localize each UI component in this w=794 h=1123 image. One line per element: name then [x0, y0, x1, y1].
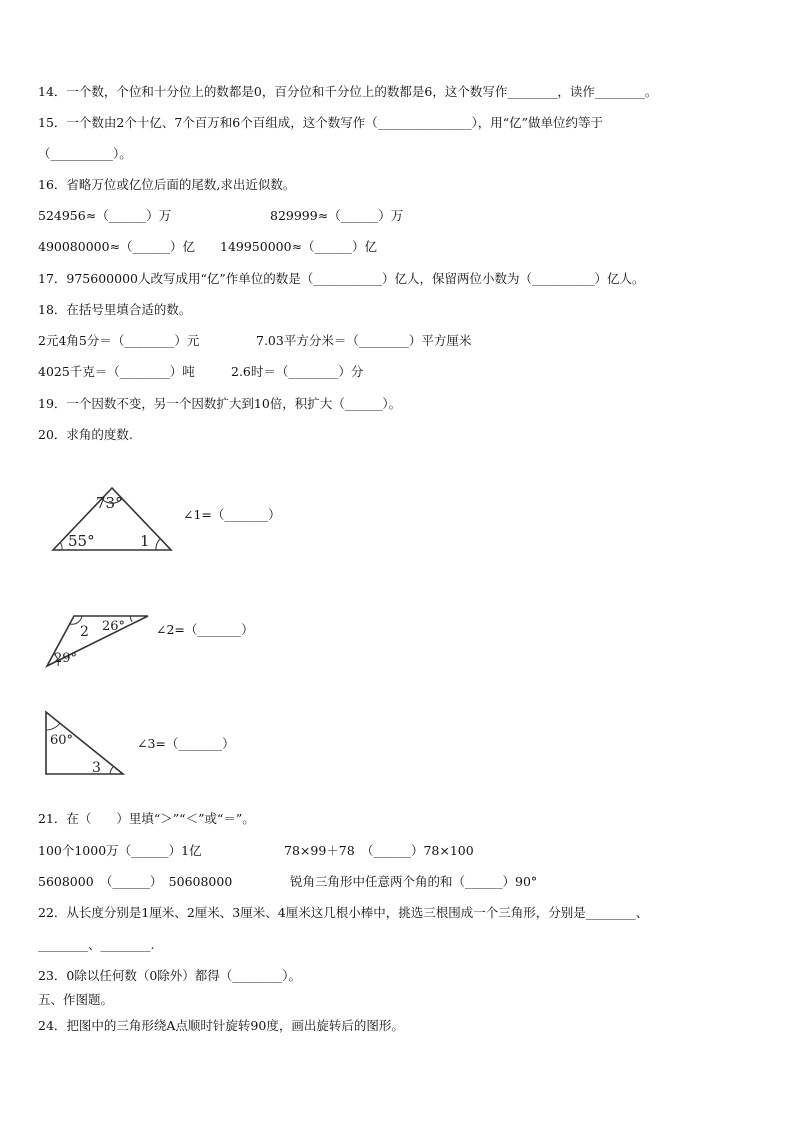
- question-18: 18．在括号里填合适的数。: [38, 302, 192, 317]
- question-15-line1: 15．一个数由2个十亿、7个百万和6个百组成，这个数写作（_______________），用“亿”做单位约等于: [38, 115, 604, 130]
- question-24: 24．把图中的三角形绕A点顺时针旋转90度，画出旋转后的图形。: [38, 1018, 404, 1033]
- question-16-item-2: 829999≈（______）万: [270, 208, 404, 223]
- angle-label-3: 3: [92, 760, 101, 776]
- question-16-item-3: 490080000≈（______）亿: [38, 239, 196, 254]
- question-22-line2: ________、________.: [38, 937, 155, 952]
- angle-label-73: 73°: [96, 494, 123, 512]
- angle-label-29: 29°: [54, 651, 78, 666]
- question-21-item-2: 78×99＋78 （______）78×100: [284, 843, 474, 858]
- question-16-item-4: 149950000≈（______）亿: [220, 239, 378, 254]
- question-18-item-1: 2元4角5分＝（________）元: [38, 333, 200, 348]
- answer-angle-1: ∠1=（_______）: [183, 507, 281, 522]
- question-21-item-1: 100个1000万（______）1亿: [38, 843, 202, 858]
- question-18-item-2: 7.03平方分米＝（________）平方厘米: [256, 333, 472, 348]
- question-18-item-3: 4025千克＝（________）吨: [38, 364, 195, 379]
- angle-label-2: 2: [80, 624, 89, 640]
- triangle-figure-3: [42, 710, 128, 778]
- question-14: 14．一个数，个位和十分位上的数都是0，百分位和千分位上的数都是6，这个数写作________，读作________。: [38, 84, 658, 99]
- answer-angle-2: ∠2=（_______）: [156, 622, 254, 637]
- question-22-line1: 22．从长度分别是1厘米、2厘米、3厘米、4厘米这几根小棒中，挑选三根围成一个三角形，分别是________、: [38, 905, 649, 920]
- triangle-figure-1: [48, 484, 176, 554]
- angle-label-1: 1: [140, 532, 150, 550]
- question-15-line2: （__________）。: [38, 146, 132, 161]
- answer-angle-3: ∠3=（_______）: [137, 736, 235, 751]
- question-16-item-1: 524956≈（______）万: [38, 208, 172, 223]
- section-5-heading: 五、作图题。: [38, 992, 114, 1007]
- question-21-item-4: 锐角三角形中任意两个角的和（______）90°: [290, 874, 538, 889]
- question-23: 23．0除以任何数（0除外）都得（________）。: [38, 968, 302, 983]
- question-20: 20．求角的度数.: [38, 427, 133, 442]
- question-16: 16．省略万位或亿位后面的尾数,求出近似数。: [38, 177, 296, 192]
- question-21-item-3: 5608000 （______） 50608000: [38, 874, 233, 889]
- triangle-figure-2: [44, 612, 152, 670]
- question-18-item-4: 2.6时＝（________）分: [231, 364, 364, 379]
- question-21: 21．在（ ）里填“＞”“＜”或“＝”。: [38, 811, 255, 826]
- angle-label-26: 26°: [102, 619, 126, 634]
- question-19: 19．一个因数不变，另一个因数扩大到10倍，积扩大（______）。: [38, 396, 402, 411]
- angle-label-55: 55°: [68, 532, 95, 550]
- angle-label-60: 60°: [50, 733, 74, 748]
- question-17: 17．975600000人改写成用“亿”作单位的数是（___________）亿人，保留两位小数为（__________）亿人。: [38, 271, 645, 286]
